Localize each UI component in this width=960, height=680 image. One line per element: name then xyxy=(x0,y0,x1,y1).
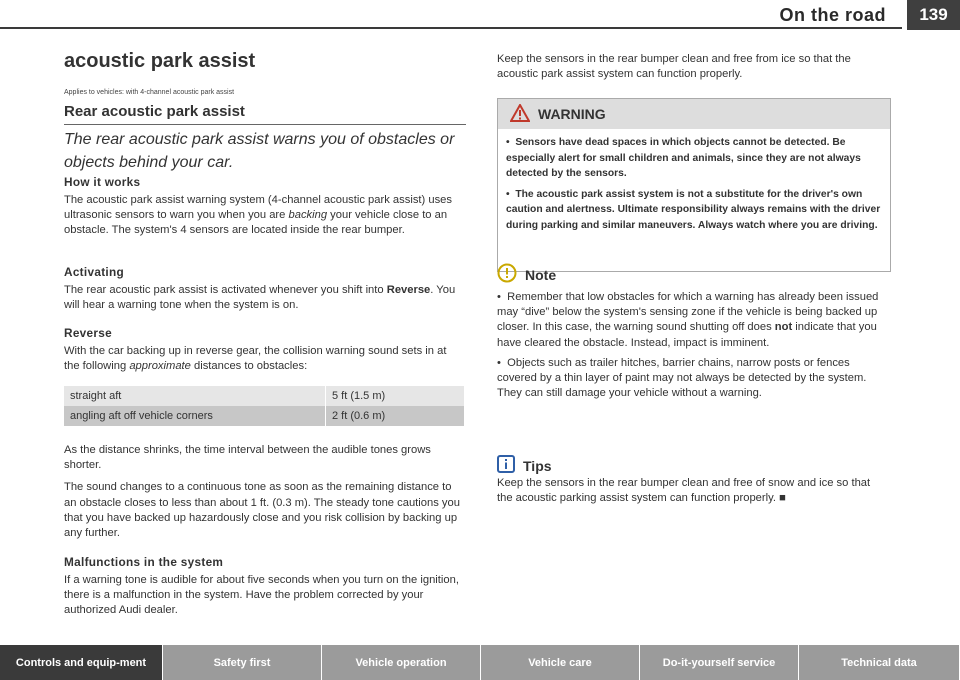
footer-nav xyxy=(0,645,960,680)
footer-tab-vehicle-care[interactable]: Vehicle care xyxy=(481,645,640,680)
header-rule xyxy=(0,27,902,29)
warning-header xyxy=(498,99,890,129)
warning-item: • Sensors have dead spaces in which objects cannot be detected. Be especially alert for small children and animals, since they are not always detected by the sensors. xyxy=(506,137,861,180)
tips-header xyxy=(497,455,552,476)
warning-item: • The acoustic park assist system is not a substitute for the driver's own caution and alertness. Ultimate responsibility always remains with the driver during parking and similar maneuvers. Always watch where you are driving. xyxy=(506,188,881,231)
table-cell-value: 2 ft (0.6 m) xyxy=(326,406,465,426)
footer-tab-technical-data[interactable]: Technical data xyxy=(799,645,959,680)
note-item-1: • Remember that low obstacles for which a warning has already been issued may “dive” below the system's sensing zone if the vehicle is being backed up closer. In this case, the warning sound shutting off does not indicate that you have cleared the obstacle. Instead, impact is imminent. xyxy=(497,291,879,349)
footer-tab-safety[interactable]: Safety first xyxy=(163,645,322,680)
tips-title: Tips xyxy=(523,457,552,474)
end-mark-icon: ■ xyxy=(779,492,786,505)
table-row xyxy=(64,406,464,426)
section-title: acoustic park assist xyxy=(64,50,256,72)
warning-box xyxy=(497,98,891,272)
malfunction-heading: Malfunctions in the system xyxy=(64,555,224,569)
note-item-2: • Objects such as trailer hitches, barrier chains, narrow posts or fences covered by a thin layer of paint may not always be detected by the system. They can still damage your vehicle without a warning. xyxy=(497,356,867,400)
note-header xyxy=(497,263,556,286)
malfunction-block xyxy=(64,555,464,619)
after-table-block xyxy=(64,443,464,541)
distance-table xyxy=(64,386,464,426)
table-cell-value: 5 ft (1.5 m) xyxy=(326,386,465,406)
activating-heading: Activating xyxy=(64,265,125,279)
how-heading: How it works xyxy=(64,175,141,189)
tips-block xyxy=(497,476,887,506)
sub-title: Rear acoustic park assist xyxy=(64,103,466,125)
footer-tab-controls[interactable]: Controls and equip-ment xyxy=(0,645,163,680)
footer-tab-vehicle-operation[interactable]: Vehicle operation xyxy=(322,645,481,680)
reverse-paragraph: With the car backing up in reverse gear, the collision warning sound sets in at the following approximate distances to obstacles: xyxy=(64,345,447,373)
info-icon xyxy=(497,455,515,476)
malfunction-paragraph: If a warning tone is audible for about five seconds when you turn on the ignition, there is a malfunction in the system. Have the problem corrected by your authorized Audi dealer. xyxy=(64,574,459,617)
chapter-title: On the road xyxy=(779,5,886,25)
tips-paragraph: Keep the sensors in the rear bumper clean and free of snow and ice so that the acoustic parking assist system can function properly. ■ xyxy=(497,477,871,505)
intro-paragraph: Keep the sensors in the rear bumper clean and free from ice so that the acoustic park assist system can function properly. xyxy=(497,53,851,81)
warning-body xyxy=(498,129,890,234)
how-paragraph: The acoustic park assist warning system (4-channel acoustic park assist) uses ultrasonic sensors to warn you when you are backing your vehicle close to an obstacle. The system's 4 sensors are located inside the rear bumper. xyxy=(64,194,452,237)
after-table-paragraph-2: The sound changes to a continuous tone as soon as the remaining distance to an obstacle closes to less than about 1 ft. (0.3 m). The steady tone cautions you that you have backed up hazardously close and you risk collision by backing up any further. xyxy=(64,481,460,540)
table-cell-label: straight aft xyxy=(64,386,326,406)
table-row xyxy=(64,386,464,406)
warning-triangle-icon xyxy=(510,104,530,125)
activating-paragraph: The rear acoustic park assist is activated whenever you shift into Reverse. You will hear a warning tone when the system is on. xyxy=(64,284,456,312)
lead-paragraph: The rear acoustic park assist warns you of obstacles or objects behind your car. xyxy=(64,131,455,171)
intro-block xyxy=(497,52,887,82)
page-number: 139 xyxy=(907,0,960,30)
reverse-heading: Reverse xyxy=(64,326,113,340)
table-cell-label: angling aft off vehicle corners xyxy=(64,406,326,426)
footer-tab-diy-service[interactable]: Do-it-yourself service xyxy=(640,645,799,680)
note-exclamation-icon xyxy=(497,263,517,286)
reverse-block xyxy=(64,326,464,374)
note-block xyxy=(497,290,887,401)
after-table-paragraph-1: As the distance shrinks, the time interval between the audible tones grows shorter. xyxy=(64,444,431,472)
note-title: Note xyxy=(525,266,557,283)
warning-title: WARNING xyxy=(538,106,606,122)
activating-block xyxy=(64,265,464,313)
applies-to-note: Applies to vehicles: with 4-channel acoustic park assist xyxy=(64,89,235,96)
how-it-works-block xyxy=(64,175,464,239)
